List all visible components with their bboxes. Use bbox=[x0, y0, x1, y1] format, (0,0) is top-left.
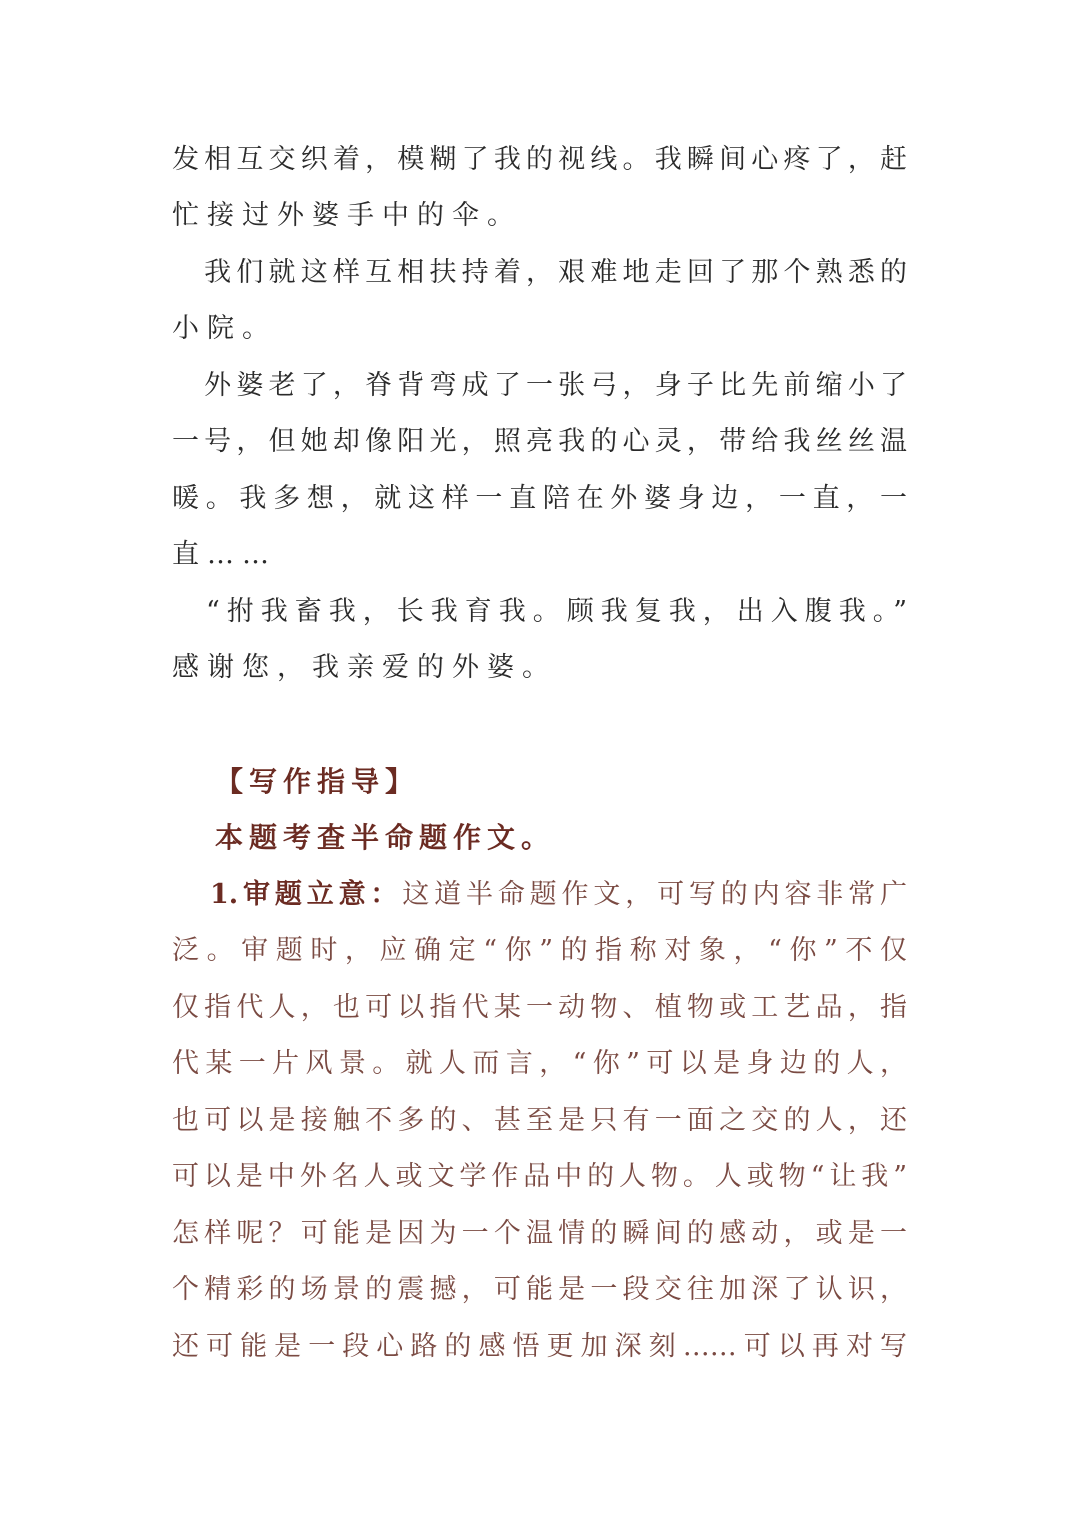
essay-line: 发相互交织着，模糊了我的视线。我瞬间心疼了，赶 bbox=[172, 144, 907, 175]
guide-line: 仅指代人，也可以指代某一动物、植物或工艺品，指 bbox=[172, 992, 907, 1023]
guide-line: 怎样呢？可能是因为一个温情的瞬间的感动，或是一 bbox=[172, 1218, 907, 1249]
essay-line: “拊我畜我，长我育我。顾我复我，出入腹我。” bbox=[172, 596, 907, 627]
essay-line: 我们就这样互相扶持着，艰难地走回了那个熟悉的 bbox=[172, 257, 907, 288]
guide-heading: 【写作指导】 bbox=[215, 765, 420, 798]
essay-line: 小院。 bbox=[172, 313, 277, 344]
essay-line: 外婆老了，脊背弯成了一张弓，身子比先前缩小了 bbox=[172, 370, 907, 401]
essay-line: 感谢您，我亲爱的外婆。 bbox=[172, 652, 557, 683]
guide-point1-first-line bbox=[210, 875, 907, 915]
guide-line: 代某一片风景。就人而言，“你”可以是身边的人， bbox=[172, 1048, 907, 1079]
essay-line: 忙接过外婆手中的伞。 bbox=[172, 200, 522, 231]
guide-line: 可以是中外名人或文学作品中的人物。人或物“让我” bbox=[172, 1161, 907, 1192]
point1-label: 1.审题立意： bbox=[210, 879, 403, 910]
guide-subheading: 本题考查半命题作文。 bbox=[215, 821, 556, 854]
guide-line: 还可能是一段心路的感悟更加深刻……可以再对写 bbox=[172, 1331, 907, 1362]
essay-line: 暖。我多想，就这样一直陪在外婆身边，一直，一 bbox=[172, 483, 907, 514]
point1-text: 这道半命题作文，可写的内容非常广 bbox=[402, 879, 907, 910]
guide-line: 个精彩的场景的震撼，可能是一段交往加深了认识， bbox=[172, 1274, 907, 1305]
essay-line: 直…… bbox=[172, 539, 277, 570]
guide-line: 泛。审题时，应确定“你”的指称对象，“你”不仅 bbox=[172, 935, 907, 966]
guide-line: 也可以是接触不多的、甚至是只有一面之交的人，还 bbox=[172, 1105, 907, 1136]
essay-line: 一号，但她却像阳光，照亮我的心灵，带给我丝丝温 bbox=[172, 426, 907, 457]
